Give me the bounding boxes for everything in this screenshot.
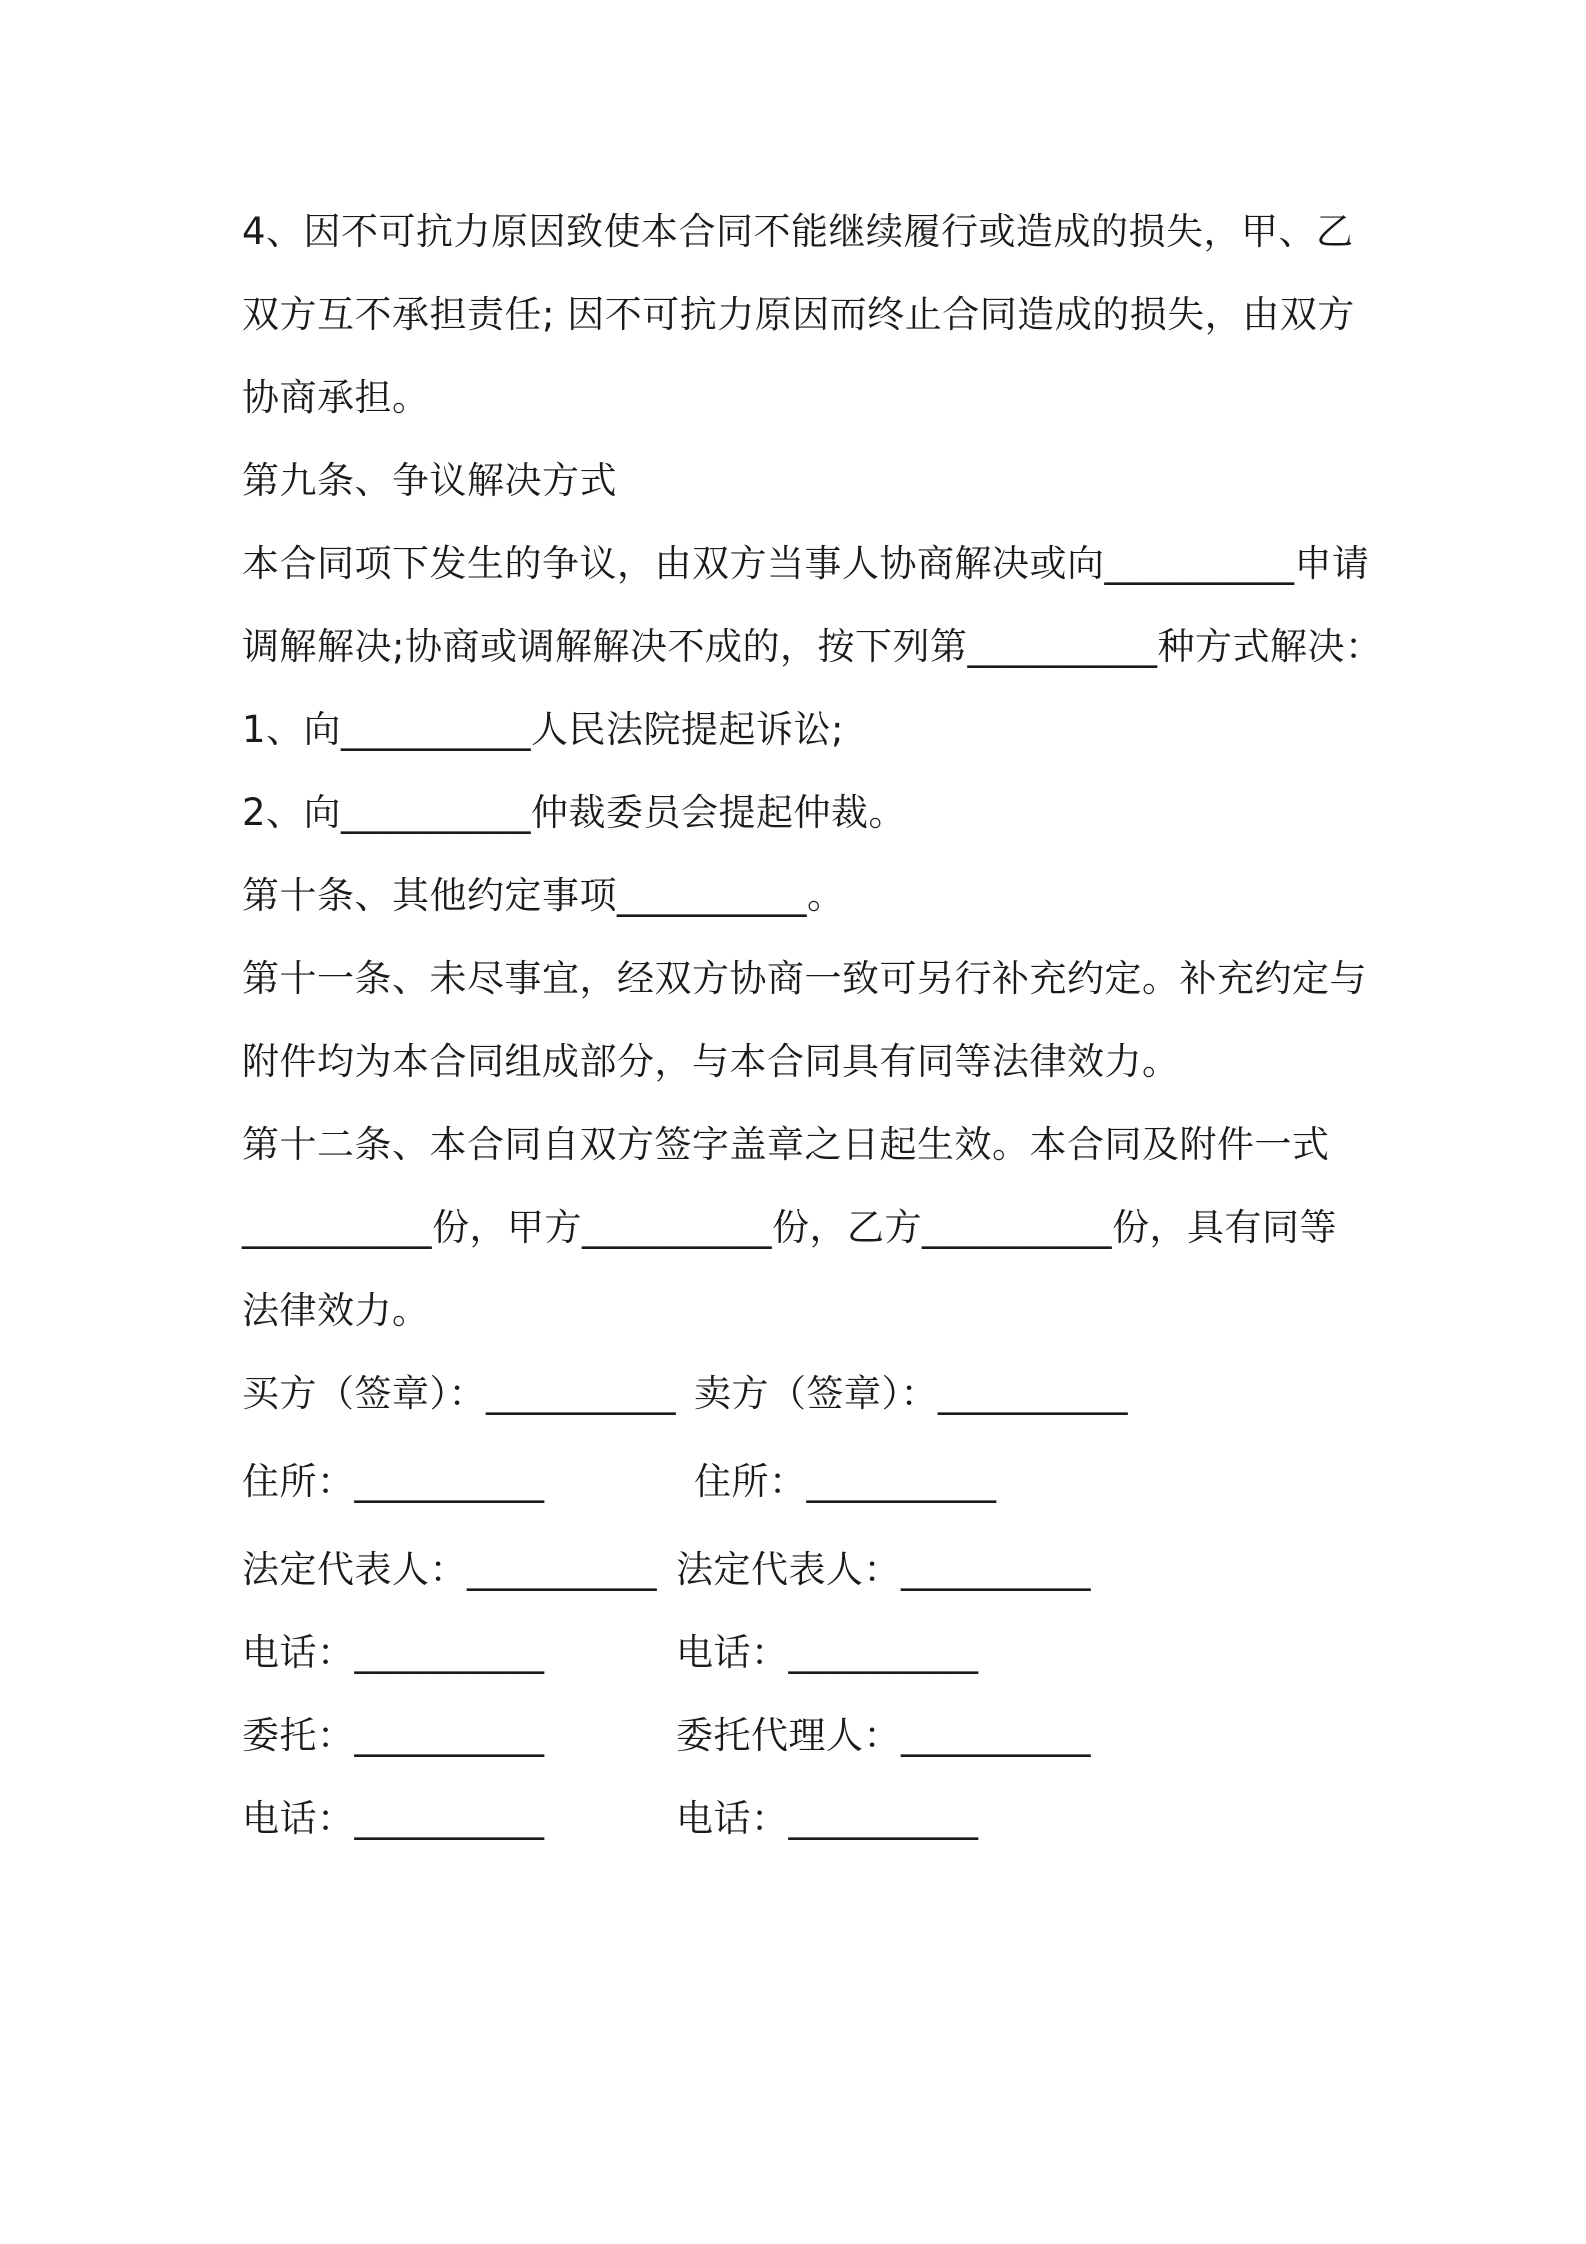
buyer-agent-field: 委托：__________	[242, 1714, 545, 1757]
clause-9-body-line-2: 调解解决;协商或调解解决不成的，按下列第__________种方式解决：	[242, 625, 1383, 668]
clause-9-option-2: 2、向__________仲裁委员会提起仲裁。	[242, 791, 907, 834]
clause-9-option-1: 1、向__________人民法院提起诉讼;	[242, 708, 845, 751]
clause-8-item-4-line-1: 4、因不可抗力原因致使本合同不能继续履行或造成的损失，甲、乙	[242, 210, 1354, 253]
buyer-agent-phone-field: 电话：__________	[242, 1797, 545, 1840]
seller-address-field: 住所：__________	[694, 1460, 997, 1503]
seller-agent-phone-field: 电话：__________	[676, 1797, 979, 1840]
clause-9-body-line-1: 本合同项下发生的争议，由双方当事人协商解决或向__________申请	[242, 542, 1370, 585]
buyer-legal-rep-field: 法定代表人：__________	[242, 1548, 657, 1591]
clause-8-item-4-line-3: 协商承担。	[242, 376, 430, 419]
clause-11-line-2: 附件均为本合同组成部分，与本合同具有同等法律效力。	[242, 1040, 1180, 1083]
buyer-phone-field: 电话：__________	[242, 1631, 545, 1674]
buyer-sign-field: 买方（签章）：__________	[242, 1372, 676, 1415]
seller-legal-rep-field: 法定代表人：__________	[676, 1548, 1091, 1591]
seller-sign-field: 卖方（签章）：__________	[694, 1372, 1128, 1415]
clause-12-line-2: __________份，甲方__________份，乙方__________份，具有同等	[242, 1206, 1337, 1249]
clause-12-line-3: 法律效力。	[242, 1289, 430, 1332]
seller-agent-field: 委托代理人：__________	[676, 1714, 1091, 1757]
clause-12-line-1: 第十二条、本合同自双方签字盖章之日起生效。本合同及附件一式	[242, 1123, 1330, 1166]
seller-phone-field: 电话：__________	[676, 1631, 979, 1674]
clause-9-title: 第九条、争议解决方式	[242, 459, 617, 502]
clause-8-item-4-line-2: 双方互不承担责任; 因不可抗力原因而终止合同造成的损失，由双方	[242, 293, 1355, 336]
clause-11-line-1: 第十一条、未尽事宜，经双方协商一致可另行补充约定。补充约定与	[242, 957, 1367, 1000]
clause-10-text: 第十条、其他约定事项__________。	[242, 874, 845, 917]
buyer-address-field: 住所：__________	[242, 1460, 545, 1503]
